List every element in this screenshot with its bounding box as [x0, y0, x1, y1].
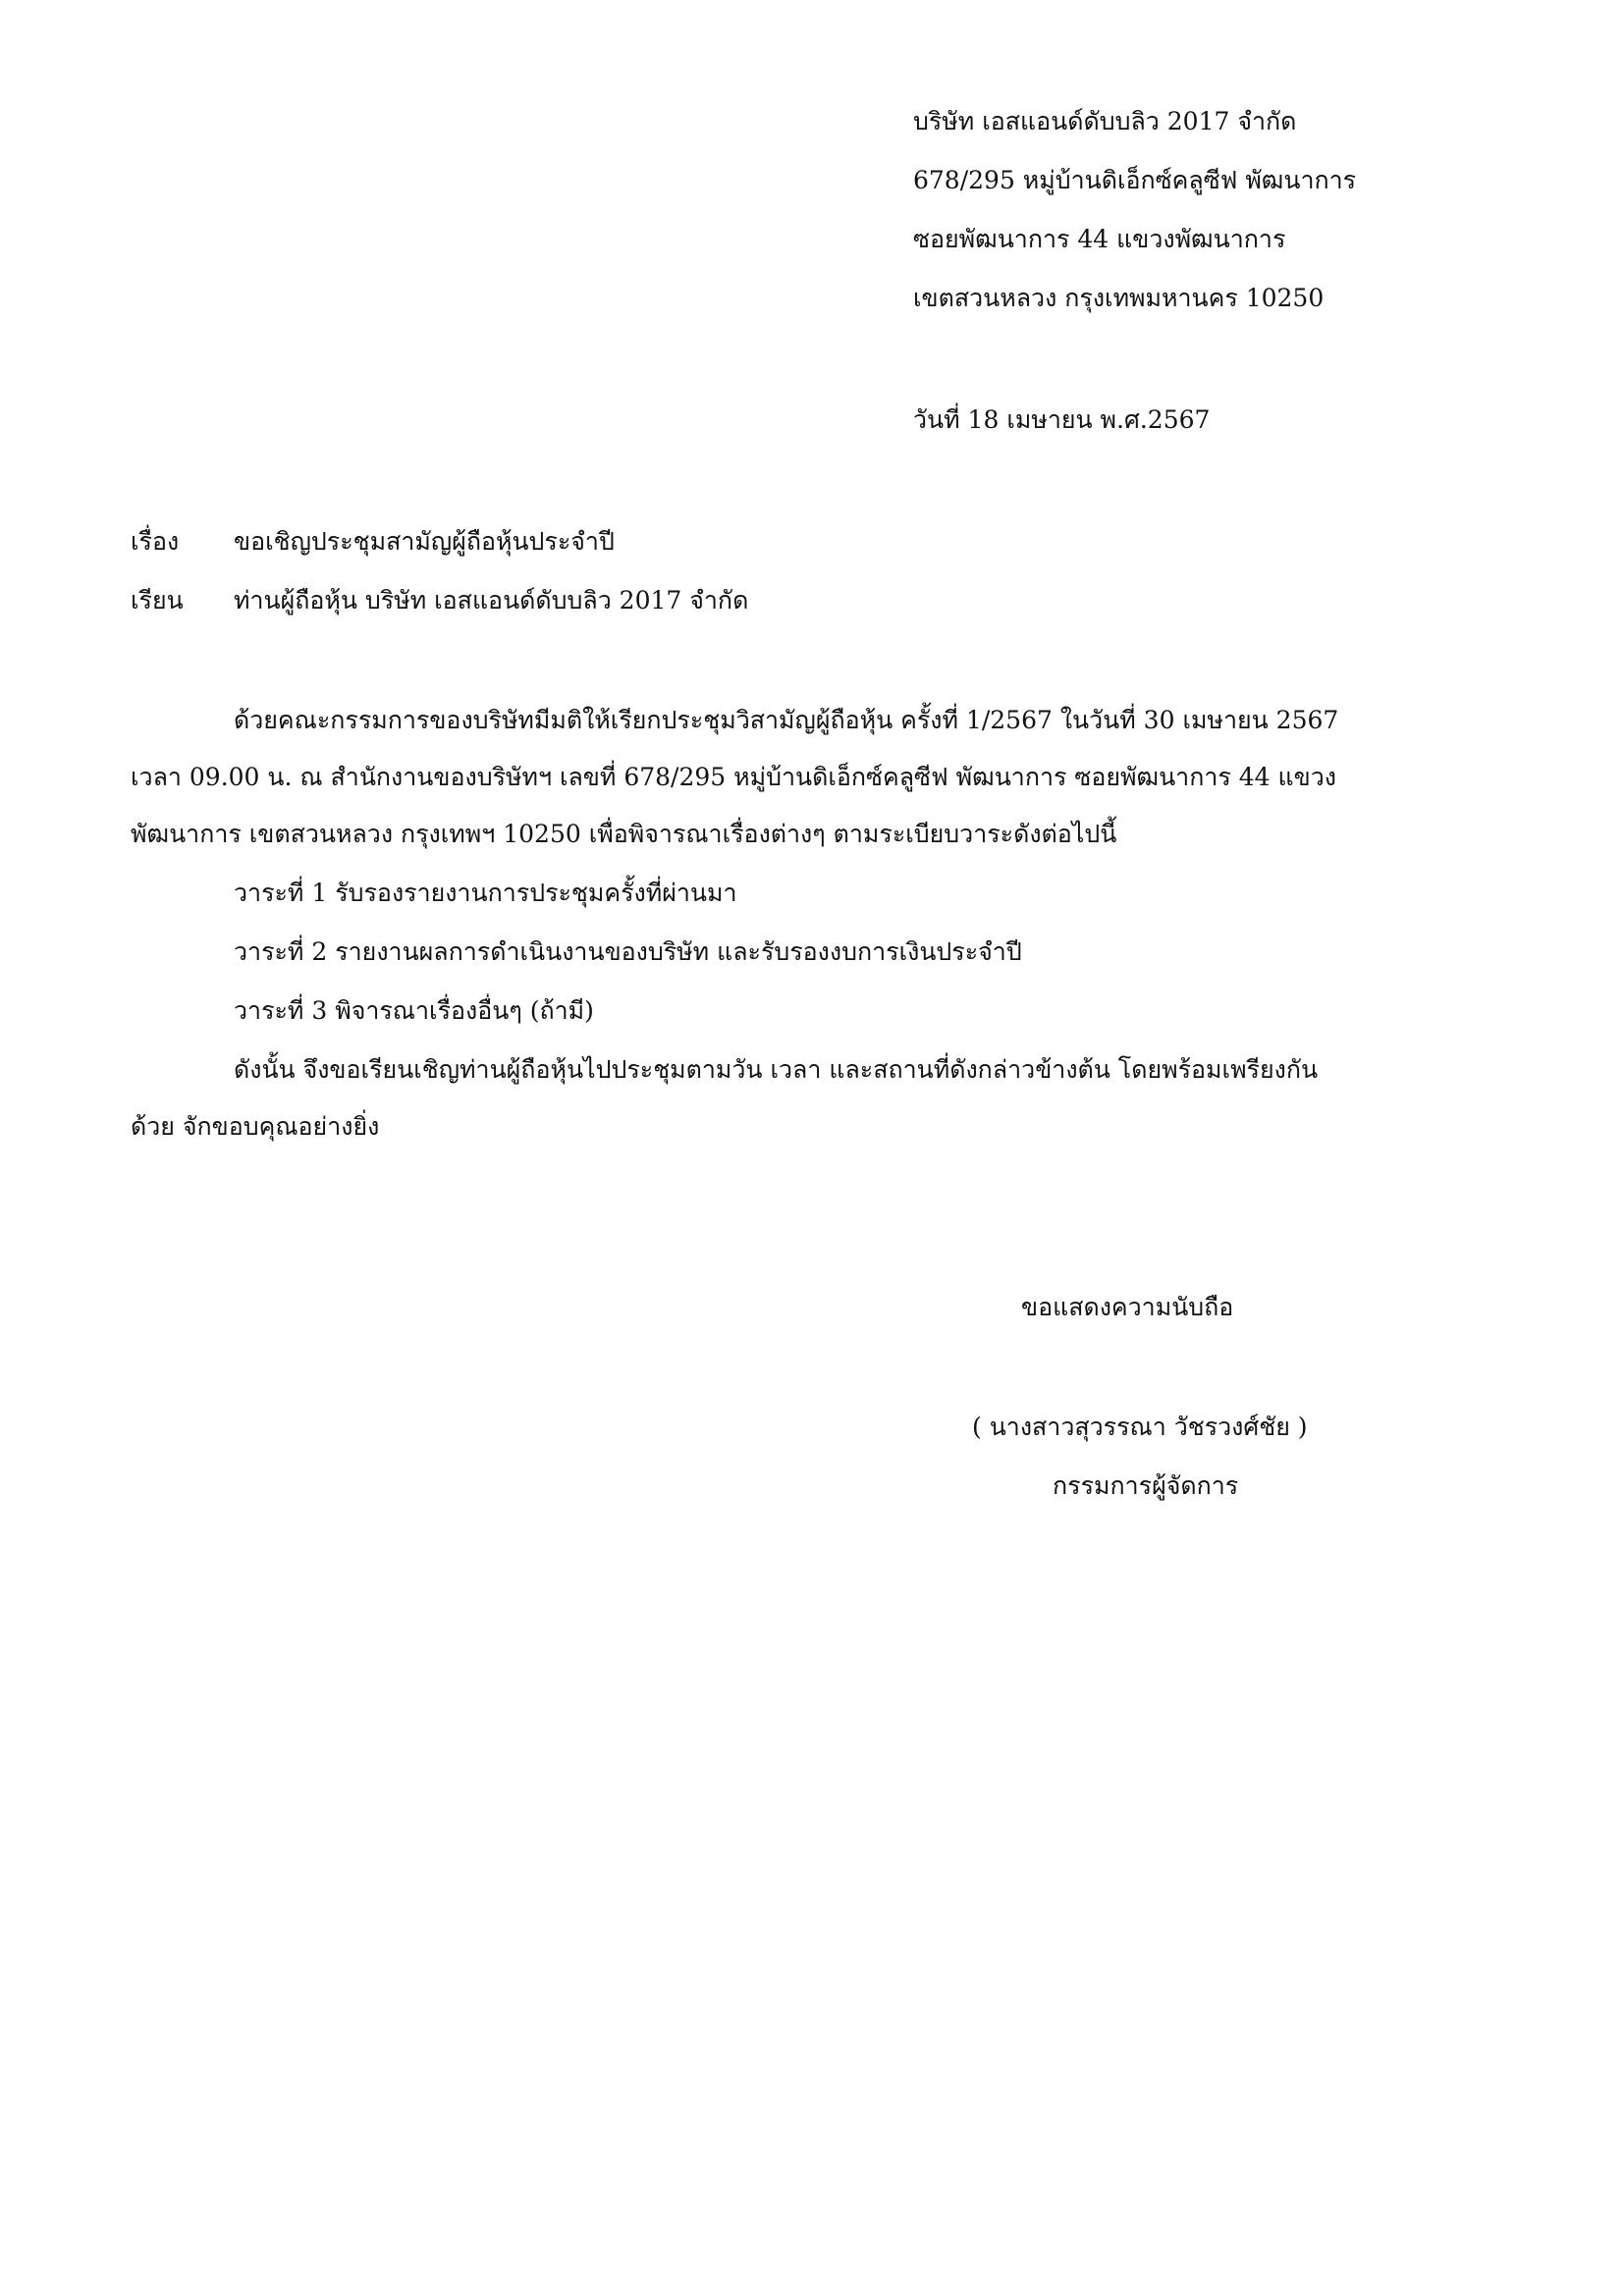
sender-address-line2: ซอยพัฒนาการ 44 แขวงพัฒนาการ [913, 225, 1286, 253]
body-paragraph-line1: ด้วยคณะกรรมการของบริษัทมีมติให้เรียกประชุมวิสามัญผู้ถือหุ้น ครั้งที่ 1/2567 ในวันที่ 30 เมษายน 2567 [234, 706, 1339, 734]
agenda-item-1: วาระที่ 1 รับรองรายงานการประชุมครั้งที่ผ่านมา [234, 879, 737, 907]
sender-address-line1: 678/295 หมู่บ้านดิเอ็กซ์คลูซีฟ พัฒนาการ [913, 166, 1357, 194]
subject-text: ขอเชิญประชุมสามัญผู้ถือหุ้นประจำปี [234, 527, 615, 556]
closing-line1: ดังนั้น จึงขอเรียนเชิญท่านผู้ถือหุ้นไปประชุมตามวัน เวลา และสถานที่ดังกล่าวข้างต้น โดยพร้อมเพรียงกัน [234, 1055, 1319, 1084]
recipient-text: ท่านผู้ถือหุ้น บริษัท เอสแอนด์ดับบลิว 2017 จำกัด [234, 586, 749, 614]
signature-position: กรรมการผู้จัดการ [1053, 1471, 1239, 1500]
recipient-label: เรียน [131, 586, 184, 614]
agenda-item-3: วาระที่ 3 พิจารณาเรื่องอื่นๆ (ถ้ามี) [234, 996, 594, 1025]
letter-date: วันที่ 18 เมษายน พ.ศ.2567 [913, 405, 1211, 434]
closing-line2: ด้วย จักขอบคุณอย่างยิ่ง [131, 1112, 380, 1141]
body-paragraph-line3: พัฒนาการ เขตสวนหลวง กรุงเทพฯ 10250 เพื่อพิจารณาเรื่องต่างๆ ตามระเบียบวาระดังต่อไปนี้ [131, 820, 1117, 848]
sender-company: บริษัท เอสแอนด์ดับบลิว 2017 จำกัด [913, 107, 1297, 135]
sender-address-line3: เขตสวนหลวง กรุงเทพมหานคร 10250 [913, 284, 1325, 312]
subject-label: เรื่อง [131, 527, 180, 556]
body-paragraph-line2: เวลา 09.00 น. ณ สำนักงานของบริษัทฯ เลขที่ 678/295 หมู่บ้านดิเอ็กซ์คลูซีฟ พัฒนาการ ซอยพัฒนาการ 44 แขวง [131, 763, 1336, 791]
signature-regards: ขอแสดงความนับถือ [1021, 1293, 1234, 1321]
signature-name: ( นางสาวสุวรรณา วัชรวงศ์ชัย ) [972, 1413, 1308, 1441]
agenda-item-2: วาระที่ 2 รายงานผลการดำเนินงานของบริษัท และรับรองงบการเงินประจำปี [234, 937, 1022, 966]
